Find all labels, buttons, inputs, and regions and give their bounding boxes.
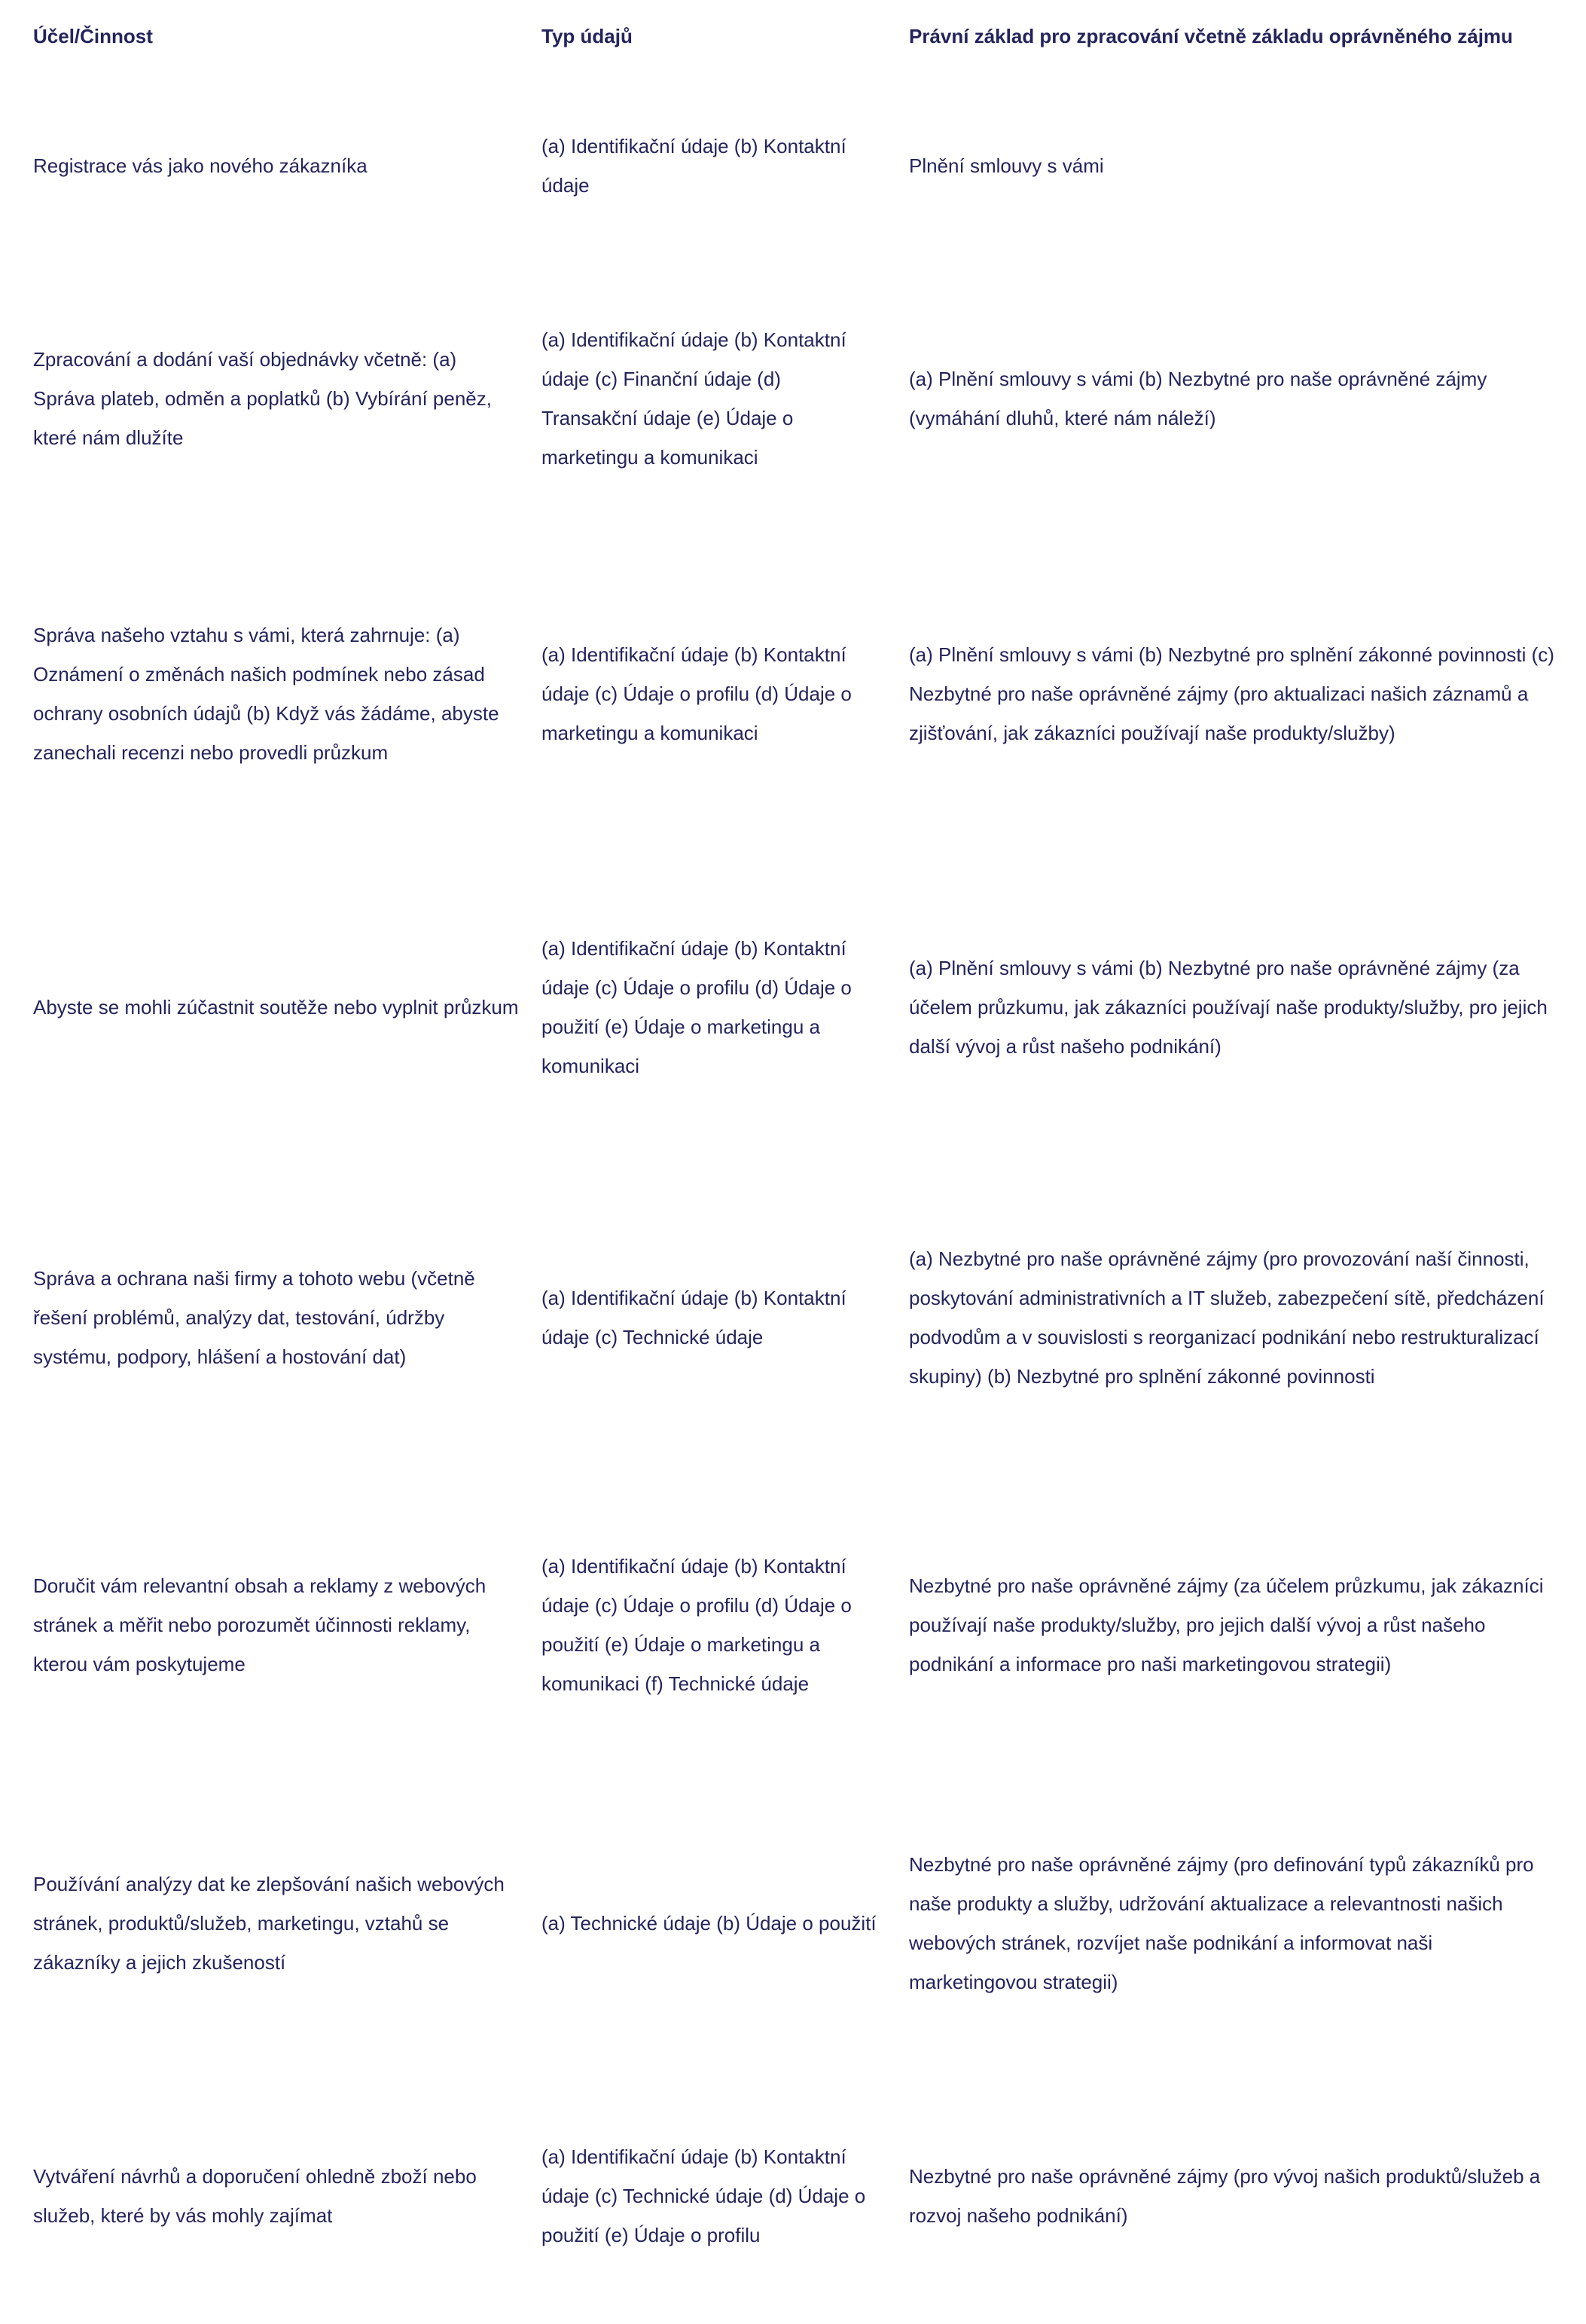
cell-purpose: Správa a ochrana naši firmy a tohoto webu (včetně řešení problémů, analýzy dat, testování, údržby systému, podpory, hlášení a hostování dat) [33, 1267, 475, 1368]
table-row [0, 1471, 1586, 1778]
cell-data-types: (a) Identifikační údaje (b) Kontaktní údaje (c) Údaje o profilu (d) Údaje o marketingu a komunikaci [541, 643, 852, 744]
cell-purpose: Registrace vás jako nového zákazníka [33, 154, 368, 177]
table-row [0, 72, 1586, 260]
cell-data-types: (a) Identifikační údaje (b) Kontaktní údaje (c) Finanční údaje (d) Transakční údaje (e) Údaje o marketingu a komunikaci [541, 328, 846, 469]
header-lawful-basis: Právní základ pro zpracování včetně základu oprávněného zájmu [909, 24, 1513, 47]
cell-lawful-basis: (a) Nezbytné pro naše oprávněné zájmy (pro provozování naší činnosti, poskytování administrativních a IT služeb, zabezpečení sítě, předcházení podvodům a v souvislosti s reorganizací podnikání nebo restrukturalizací skupiny) (b) Nezbytné pro splnění zákonné povinnosti [909, 1248, 1545, 1388]
table-row [0, 1164, 1586, 1471]
cell-purpose: Doručit vám relevantní obsah a reklamy z webových stránek a měřit nebo porozumět účinnosti reklamy, kterou vám poskytujeme [33, 1574, 486, 1675]
cell-purpose: Správa našeho vztahu s vámi, která zahrnuje: (a) Oznámení o změnách našich podmínek nebo zásad ochrany osobních údajů (b) Když vás žádáme, abyste zanechali recenzi nebo provedli průzkum [33, 623, 499, 764]
header-purpose: Účel/Činnost [33, 24, 153, 47]
cell-data-types: (a) Identifikační údaje (b) Kontaktní údaje (c) Technické údaje [541, 1287, 846, 1348]
cell-lawful-basis: Plnění smlouvy s vámi [909, 154, 1104, 177]
cell-purpose: Zpracování a dodání vaší objednávky včetně: (a) Správa plateb, odměn a poplatků (b) Vybírání peněz, které nám dlužíte [33, 348, 492, 449]
cell-purpose: Používání analýzy dat ke zlepšování našich webových stránek, produktů/služeb, marketingu, vztahů se zákazníky a jejich zkušeností [33, 1872, 505, 1974]
table-row [0, 537, 1586, 850]
cell-lawful-basis: Nezbytné pro naše oprávněné zájmy (pro vývoj našich produktů/služeb a rozvoj našeho podnikání) [909, 2165, 1541, 2227]
cell-lawful-basis: (a) Plnění smlouvy s vámi (b) Nezbytné pro naše oprávněné zájmy (za účelem průzkumu, jak zákazníci používají naše produkty/služby, pro jejich další vývoj a růst našeho podnikání) [909, 956, 1548, 1058]
cell-lawful-basis: Nezbytné pro naše oprávněné zájmy (za účelem průzkumu, jak zákazníci používají naše produkty/služby, pro jejich další vývoj a růst našeho podnikání a informace pro naši marketingovou strategii) [909, 1574, 1544, 1675]
table-row [0, 2068, 1586, 2324]
cell-data-types: (a) Identifikační údaje (b) Kontaktní údaje (c) Technické údaje (d) Údaje o použití (e) Údaje o profilu [541, 2145, 866, 2246]
cell-lawful-basis: (a) Plnění smlouvy s vámi (b) Nezbytné pro splnění zákonné povinnosti (c) Nezbytné pro naše oprávněné zájmy (pro aktualizaci našich záznamů a zjišťování, jak zákazníci používají naše produkty/služby) [909, 643, 1554, 744]
table-row [0, 850, 1586, 1164]
cell-data-types: (a) Identifikační údaje (b) Kontaktní údaje (c) Údaje o profilu (d) Údaje o použití (e) Údaje o marketingu a komunikaci [541, 936, 852, 1077]
header-data-types: Typ údajů [541, 24, 633, 47]
cell-data-types: (a) Identifikační údaje (b) Kontaktní údaje (c) Údaje o profilu (d) Údaje o použití (e) Údaje o marketingu a komunikaci (f) Technické údaje [541, 1554, 852, 1695]
cell-lawful-basis: (a) Plnění smlouvy s vámi (b) Nezbytné pro naše oprávněné zájmy (vymáhání dluhů, které nám náleží) [909, 368, 1487, 429]
table-row [0, 260, 1586, 537]
table-header-row [0, 0, 1586, 72]
cell-purpose: Abyste se mohli zúčastnit soutěže nebo vyplnit průzkum [33, 995, 519, 1018]
cell-data-types: (a) Technické údaje (b) Údaje o použití [541, 1911, 877, 1935]
table-row [0, 1778, 1586, 2068]
cell-purpose: Vytváření návrhů a doporučení ohledně zboží nebo služeb, které by vás mohly zajímat [33, 2165, 477, 2227]
cell-lawful-basis: Nezbytné pro naše oprávněné zájmy (pro definování typů zákazníků pro naše produkty a služby, udržování aktualizace a relevantnosti našich webových stránek, rozvíjet naše podnikání a informovat naši marketingovou strategii) [909, 1852, 1534, 1993]
cell-data-types: (a) Identifikační údaje (b) Kontaktní údaje [541, 135, 846, 197]
